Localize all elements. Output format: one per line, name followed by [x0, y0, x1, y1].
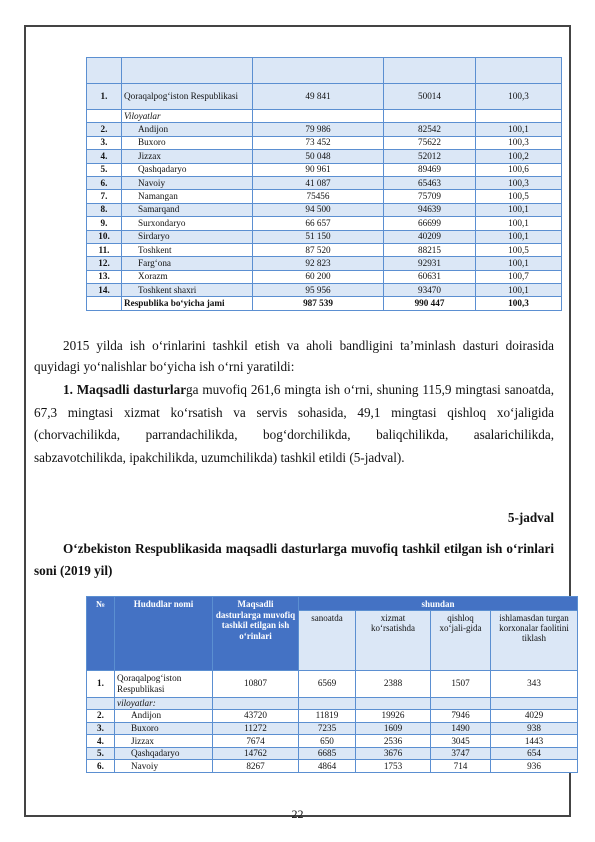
region-name: Namangan [122, 190, 253, 203]
total-label: Respublika bo‘yicha jami [122, 297, 253, 310]
cell-value: 343 [491, 670, 578, 697]
cell-value: 100,5 [476, 190, 562, 203]
regional-jobs-table [86, 57, 562, 311]
cell-value: 65463 [384, 176, 476, 189]
cell-value: 714 [431, 760, 491, 773]
cell-value: 73 452 [253, 136, 384, 149]
cell-value: 43720 [213, 710, 299, 723]
cell-value: 4864 [299, 760, 356, 773]
table-row [87, 203, 562, 216]
row-number: 10. [87, 230, 122, 243]
row-number: 4. [87, 735, 115, 748]
cell-value: 94 500 [253, 203, 384, 216]
region-name: Buxoro [122, 136, 253, 149]
row-number: 1. [87, 670, 115, 697]
cell-value: 2536 [356, 735, 431, 748]
total-value: 100,3 [476, 297, 562, 310]
region-name: Navoiy [122, 176, 253, 189]
row-number: 5. [87, 163, 122, 176]
cell-value: 79 986 [253, 123, 384, 136]
cell-value [356, 697, 431, 710]
region-name: Toshkent shaxri [122, 284, 253, 297]
cell-value: 3747 [431, 747, 491, 760]
cell-value: 100,6 [476, 163, 562, 176]
cell-value [299, 697, 356, 710]
cell-value: 100,1 [476, 284, 562, 297]
cell-value: 2388 [356, 670, 431, 697]
region-name: Xorazm [122, 270, 253, 283]
cell-value: 14762 [213, 747, 299, 760]
cell-value: 100,7 [476, 270, 562, 283]
cell-value: 95 956 [253, 284, 384, 297]
header-group: shundan [299, 597, 578, 611]
row-number: 7. [87, 190, 122, 203]
cell-value: 6569 [299, 670, 356, 697]
row-number: 4. [87, 150, 122, 163]
region-name: Navoiy [115, 760, 213, 773]
row-number: 3. [87, 722, 115, 735]
table-row [87, 270, 562, 283]
cell-value: 936 [491, 760, 578, 773]
table-row [87, 722, 578, 735]
cell-value: 82542 [384, 123, 476, 136]
region-name: Jizzax [115, 735, 213, 748]
row-number: 11. [87, 243, 122, 256]
cell-value: 3676 [356, 747, 431, 760]
header-region: Hududlar nomi [115, 597, 213, 671]
cell-value: 19926 [356, 710, 431, 723]
table-row [87, 747, 578, 760]
row-number [87, 110, 122, 123]
header-agriculture: qishloq xo‘jali-gida [431, 610, 491, 670]
cell-value: 100,1 [476, 217, 562, 230]
cell-value: 50 048 [253, 150, 384, 163]
table-row [87, 123, 562, 136]
table-row [87, 190, 562, 203]
cell-value: 92 823 [253, 257, 384, 270]
cell-value: 75709 [384, 190, 476, 203]
cell-value: 7946 [431, 710, 491, 723]
cell-value: 1443 [491, 735, 578, 748]
table-header-row [87, 58, 562, 84]
region-name: Qashqadaryo [115, 747, 213, 760]
header-inactive-enterprises: ishlamasdan turgan korxonalar faolitini tiklash [491, 610, 578, 670]
cell-value: 60631 [384, 270, 476, 283]
table-row [87, 243, 562, 256]
row-number [87, 697, 115, 710]
cell-value: 1609 [356, 722, 431, 735]
cell-value: 10807 [213, 670, 299, 697]
region-name: Qoraqalpog‘iston Respublikasi [122, 84, 253, 110]
region-group-label: Viloyatlar [122, 110, 253, 123]
row-number: 6. [87, 760, 115, 773]
cell-value: 650 [299, 735, 356, 748]
cell-value: 66 657 [253, 217, 384, 230]
region-name: Surxondaryo [122, 217, 253, 230]
table-row [87, 176, 562, 189]
cell-value: 6685 [299, 747, 356, 760]
row-number: 13. [87, 270, 122, 283]
cell-value: 1753 [356, 760, 431, 773]
page-number: 22 [291, 807, 304, 821]
region-name: Qoraqalpog‘iston Respublikasi [115, 670, 213, 697]
cell-value: 88215 [384, 243, 476, 256]
cell-value [491, 697, 578, 710]
cell-value: 8267 [213, 760, 299, 773]
cell-value: 89469 [384, 163, 476, 176]
table-row [87, 150, 562, 163]
table-row [87, 284, 562, 297]
table-total-row [87, 297, 562, 310]
cell-value: 100,1 [476, 257, 562, 270]
paragraph-targeted-programs [34, 379, 554, 469]
header-number: № [87, 597, 115, 671]
table-row [87, 136, 562, 149]
region-name: Samarqand [122, 203, 253, 216]
total-value: 990 447 [384, 297, 476, 310]
region-name: Farg‘ona [122, 257, 253, 270]
row-number: 1. [87, 84, 122, 110]
cell-value: 7674 [213, 735, 299, 748]
cell-value: 4029 [491, 710, 578, 723]
region-name: Qashqadaryo [122, 163, 253, 176]
cell-value [431, 697, 491, 710]
row-number: 3. [87, 136, 122, 149]
table-row [87, 84, 562, 110]
cell-value: 1507 [431, 670, 491, 697]
cell-value: 100,5 [476, 243, 562, 256]
cell-value: 75456 [253, 190, 384, 203]
table-label: 5-jadval [507, 510, 554, 525]
region-name: Andijon [115, 710, 213, 723]
row-number: 14. [87, 284, 122, 297]
cell-value: 75622 [384, 136, 476, 149]
row-number: 6. [87, 176, 122, 189]
header-industry: sanoatda [299, 610, 356, 670]
table-row [87, 760, 578, 773]
paragraph-body: ga muvofiq 261,6 mingta ish o‘rni, shuning 115,9 mingtasi sanoatda, 67,3 mingtasi xizmat ko‘rsatish va servis sohasida, 49,1 mingtasi qishloq xo‘jaligida (chorvachilikda, parrandachilikda, bog‘dorchilikda, baliqchilikda, asalarichilikda, sabzavotchilikda, ipakchilikda, uzumchilikda) tashkil etildi (5-jadval). [34, 382, 554, 465]
cell-value: 60 200 [253, 270, 384, 283]
table-row [87, 670, 578, 697]
region-name: Buxoro [115, 722, 213, 735]
paragraph-intro: 2015 yilda ish o‘rinlarini tashkil etish va aholi bandligini ta’minlash dasturi doirasida quyidagi yo‘nalishlar bo‘yicha ish o‘rni yaratildi: [34, 338, 554, 374]
row-number: 8. [87, 203, 122, 216]
region-name: Andijon [122, 123, 253, 136]
table-title: O‘zbekiston Respublikasida maqsadli dasturlarga muvofiq tashkil etilgan ish o‘rinlari soni (2019 yil) [34, 541, 554, 578]
table-row [87, 735, 578, 748]
cell-value: 3045 [431, 735, 491, 748]
cell-value [384, 110, 476, 123]
total-value: 987 539 [253, 297, 384, 310]
cell-value: 100,1 [476, 203, 562, 216]
cell-value: 100,2 [476, 150, 562, 163]
row-number: 2. [87, 123, 122, 136]
cell-value: 100,1 [476, 230, 562, 243]
cell-value: 40209 [384, 230, 476, 243]
cell-value: 654 [491, 747, 578, 760]
targeted-programs-table [86, 596, 578, 773]
row-number: 2. [87, 710, 115, 723]
region-name: Jizzax [122, 150, 253, 163]
cell-value: 87 520 [253, 243, 384, 256]
cell-value [476, 110, 562, 123]
header-jobs: Maqsadli dasturlarga muvofiq tashkil etilgan ish o‘rinlari [213, 597, 299, 671]
paragraph-bold-lead: 1. Maqsadli dasturlar [63, 382, 187, 397]
region-name: Toshkent [122, 243, 253, 256]
cell-value [213, 697, 299, 710]
cell-value: 52012 [384, 150, 476, 163]
cell-value: 100,3 [476, 84, 562, 110]
cell-value: 1490 [431, 722, 491, 735]
cell-value: 100,3 [476, 136, 562, 149]
cell-value: 11272 [213, 722, 299, 735]
cell-value: 100,3 [476, 176, 562, 189]
table-row [87, 257, 562, 270]
table-row [87, 230, 562, 243]
cell-value: 7235 [299, 722, 356, 735]
table-row [87, 163, 562, 176]
cell-value: 100,1 [476, 123, 562, 136]
cell-value: 94639 [384, 203, 476, 216]
cell-value: 11819 [299, 710, 356, 723]
row-number: 9. [87, 217, 122, 230]
cell-value: 50014 [384, 84, 476, 110]
cell-value: 49 841 [253, 84, 384, 110]
row-number: 5. [87, 747, 115, 760]
table-row [87, 710, 578, 723]
table-row [87, 697, 578, 710]
header-service: xizmat ko‘rsatishda [356, 610, 431, 670]
cell-value: 41 087 [253, 176, 384, 189]
cell-value: 90 961 [253, 163, 384, 176]
table-row [87, 217, 562, 230]
region-name: Sirdaryo [122, 230, 253, 243]
cell-value: 938 [491, 722, 578, 735]
region-group-label: viloyatlar: [115, 697, 213, 710]
cell-value [253, 110, 384, 123]
cell-value: 66699 [384, 217, 476, 230]
cell-value: 51 150 [253, 230, 384, 243]
cell-value: 92931 [384, 257, 476, 270]
table-row [87, 110, 562, 123]
cell-value: 93470 [384, 284, 476, 297]
row-number: 12. [87, 257, 122, 270]
